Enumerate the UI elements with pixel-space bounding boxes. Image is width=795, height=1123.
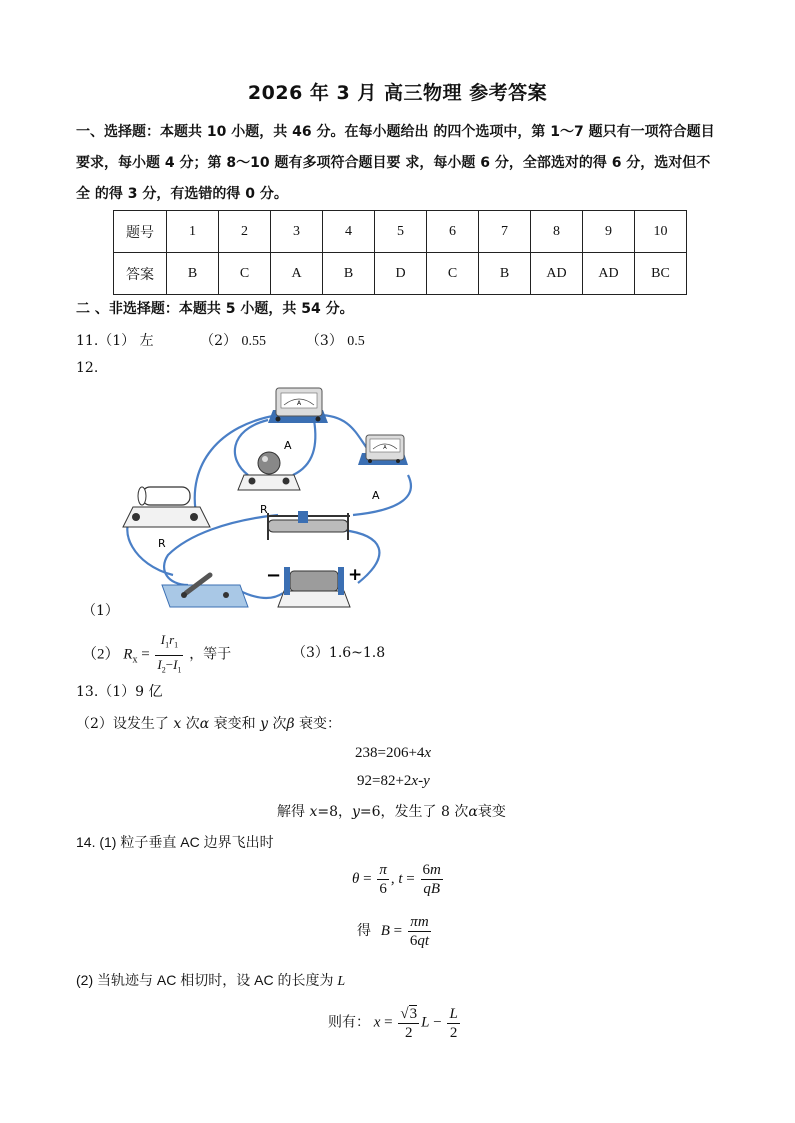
q11-part3-label: （3）: [305, 333, 343, 349]
q11-part1-value: 左: [139, 333, 154, 349]
equals: =: [384, 1014, 393, 1031]
sqrt3-over-2: [398, 1005, 419, 1041]
qB-denominator: [421, 880, 443, 897]
result-text: =8，: [317, 804, 352, 820]
6m-over-qB: [421, 862, 443, 897]
q12-part3: （3）1.6~1.8: [292, 645, 386, 661]
battery-minus-label: −: [266, 565, 282, 586]
den-t: t: [424, 933, 430, 949]
result-text: 解得: [277, 804, 310, 820]
equals: =: [393, 922, 403, 939]
result-y: y: [352, 804, 360, 820]
q11-part3-value: 0.5: [347, 334, 365, 349]
table-cell-number: 8: [531, 211, 583, 253]
rx-num-r: r: [169, 632, 175, 647]
theta-symbol: θ: [352, 870, 360, 887]
table-cell-number: 1: [167, 211, 219, 253]
num-pi: π: [410, 914, 418, 930]
table-cell-answer: D: [375, 253, 427, 295]
ammeter1-label: A: [284, 439, 292, 452]
den-q: q: [417, 933, 425, 949]
rx-fraction: [155, 632, 183, 678]
bulb-icon: [238, 452, 300, 490]
den-B: B: [430, 881, 440, 897]
q12-part2-tail: ，等于: [189, 647, 232, 663]
de-text: 得: [357, 922, 371, 939]
pi-over-6: [377, 862, 389, 897]
den-6: 6: [409, 933, 418, 949]
q13-var-y: y: [260, 716, 269, 732]
q11-part1-label: （1）: [98, 333, 136, 349]
q13-var-x: x: [173, 716, 182, 732]
ammeter-face-label: A: [383, 445, 387, 451]
answer-table-header-row: [114, 211, 687, 253]
table-cell-answer: AD: [583, 253, 635, 295]
q14-part1: 14. (1) 粒子垂直 AC 边界飞出时: [76, 834, 274, 850]
table-cell-answer: A: [271, 253, 323, 295]
q11-line: [76, 330, 365, 350]
eq1-text: 238=206+4: [355, 745, 425, 761]
q11-number: 11.: [76, 333, 99, 349]
table-cell-number: 3: [271, 211, 323, 253]
answer-table-answer-row: [114, 253, 687, 295]
pi-numerator: π: [379, 862, 387, 878]
table-cell-answer: BC: [635, 253, 687, 295]
ammeter-icon: [358, 435, 408, 465]
q13-text: 次: [268, 716, 287, 732]
q11-part2-label: （2）: [200, 333, 238, 349]
battery-icon: [278, 567, 350, 607]
eq1-x: x: [424, 745, 432, 761]
page-title: 2026 年 3 月 高三物理 参考答案: [247, 82, 548, 104]
result-text: =6，发生了 8 次: [359, 804, 469, 820]
table-cell-answer: AD: [531, 253, 583, 295]
table-cell-answer: B: [167, 253, 219, 295]
den-q: q: [423, 881, 431, 897]
rx-numerator: [155, 632, 183, 656]
two-denominator: 2: [405, 1025, 413, 1041]
q13-equation2: [357, 773, 430, 790]
q14-B-equation: [357, 914, 433, 949]
result-x: x: [309, 804, 318, 820]
q14-theta-equation: [352, 862, 445, 897]
q13-part2-intro: [76, 713, 341, 733]
table-cell-answer: B: [479, 253, 531, 295]
rx-num-i: I: [160, 632, 166, 647]
sqrt-radicand: 3: [409, 1006, 418, 1022]
rx-denominator: $I_2-I_1$: [157, 656, 182, 675]
sqrt3-numerator: √3: [400, 1006, 418, 1022]
table-cell-answer: C: [219, 253, 271, 295]
rx-num-r-sub: 1: [174, 640, 179, 650]
eq2-dash: -: [418, 773, 424, 789]
eq2-x: x: [411, 773, 419, 789]
result-text: 衰变: [477, 804, 506, 820]
ammeter-face-label: A: [296, 400, 302, 407]
q13-part1: 13.（1）9 亿: [76, 684, 163, 700]
q14-part2: [76, 970, 345, 990]
q13-equation1: [355, 745, 431, 762]
rx-den-i2: I: [157, 656, 162, 672]
6qt-denominator: [408, 932, 431, 949]
table-cell-number: 5: [375, 211, 427, 253]
six-denominator: 6: [379, 881, 387, 897]
rheostat-icon: [268, 511, 350, 540]
ammeter-icon: [268, 388, 328, 423]
num-m: m: [417, 914, 429, 930]
rx-symbol: R: [123, 646, 133, 663]
section2-heading: 二 、非选择题：本题共 5 小题，共 54 分。: [76, 301, 354, 317]
q13-alpha: α: [199, 716, 210, 732]
switch-icon: [162, 575, 248, 607]
table-cell-number: 10: [635, 211, 687, 253]
resistor-top-label: R: [260, 503, 268, 516]
table-cell-number: 7: [479, 211, 531, 253]
pim-numerator: [408, 914, 431, 932]
q13-text: 次: [181, 716, 200, 732]
ze-text: 则有：: [328, 1014, 370, 1031]
table-header-label: 题号: [114, 211, 167, 253]
q13-text: 衰变和: [209, 716, 261, 732]
6m-numerator: [421, 862, 443, 880]
section1-instructions: 一、选择题：本题共 10 小题，共 46 分。在每小题给出 的四个选项中，第 1～7 题只有一项符合题目要求，每小题 4 分；第 8～10 题有多项符合题目要 求，每小题 6 分，全部选对的得 6 分，选对但不全 的得 3 分，有选错的得 0 分。: [76, 124, 715, 202]
q13-result: [277, 801, 506, 821]
q12-number: 12.: [76, 360, 99, 376]
L-over-2: [447, 1006, 459, 1041]
t-symbol: t: [398, 870, 403, 887]
table-cell-answer: C: [427, 253, 479, 295]
table-cell-answer: B: [323, 253, 375, 295]
two-denominator: 2: [449, 1024, 458, 1041]
table-cell-number: 9: [583, 211, 635, 253]
q13-text: 衰变：: [294, 716, 342, 732]
B-symbol: B: [380, 922, 390, 939]
rx-subscript: x: [132, 654, 138, 666]
q13-beta: β: [286, 716, 295, 732]
L-symbol: L: [337, 974, 346, 989]
answer-table: [113, 210, 687, 295]
minus: −: [433, 1014, 442, 1031]
q12-part1-label: （1）: [82, 603, 119, 619]
q14-part2-text: (2) 当轨迹与 AC 相切时，设 AC 的长度为: [76, 972, 338, 988]
q12-part2-label: （2）: [82, 646, 120, 663]
equals: =: [406, 870, 415, 887]
resistor-left-label: R: [158, 537, 166, 550]
resistor-icon: [123, 487, 210, 527]
table-cell-number: 2: [219, 211, 271, 253]
result-alpha: α: [468, 804, 478, 820]
x-symbol: x: [373, 1014, 381, 1031]
battery-plus-label: +: [348, 565, 363, 585]
rx-num-i-sub: 1: [165, 640, 170, 650]
q13-text: （2）设发生了: [76, 716, 174, 732]
num-m: m: [430, 862, 441, 878]
ammeter2-label: A: [372, 489, 380, 502]
q12-part2-line: [82, 632, 231, 678]
rx-den-i2-sub: 2: [161, 665, 166, 675]
table-answer-label: 答案: [114, 253, 167, 295]
L-numerator: L: [449, 1005, 458, 1022]
rx-den-i1: I: [173, 656, 178, 672]
q11-part2-value: 0.55: [241, 334, 266, 349]
equals: =: [141, 646, 150, 663]
num-6: 6: [422, 862, 430, 878]
rx-den-i1-sub: 1: [177, 665, 182, 675]
circuit-diagram: [118, 385, 418, 613]
q14-x-equation: [328, 1005, 462, 1041]
L-symbol: L: [421, 1014, 430, 1031]
equals: =: [363, 870, 372, 887]
eq2-text: 92=82+2: [357, 773, 412, 789]
table-cell-number: 4: [323, 211, 375, 253]
table-cell-number: 6: [427, 211, 479, 253]
comma: ,: [390, 870, 395, 887]
pim-over-6qt: [408, 914, 431, 949]
eq2-y: y: [423, 773, 430, 789]
